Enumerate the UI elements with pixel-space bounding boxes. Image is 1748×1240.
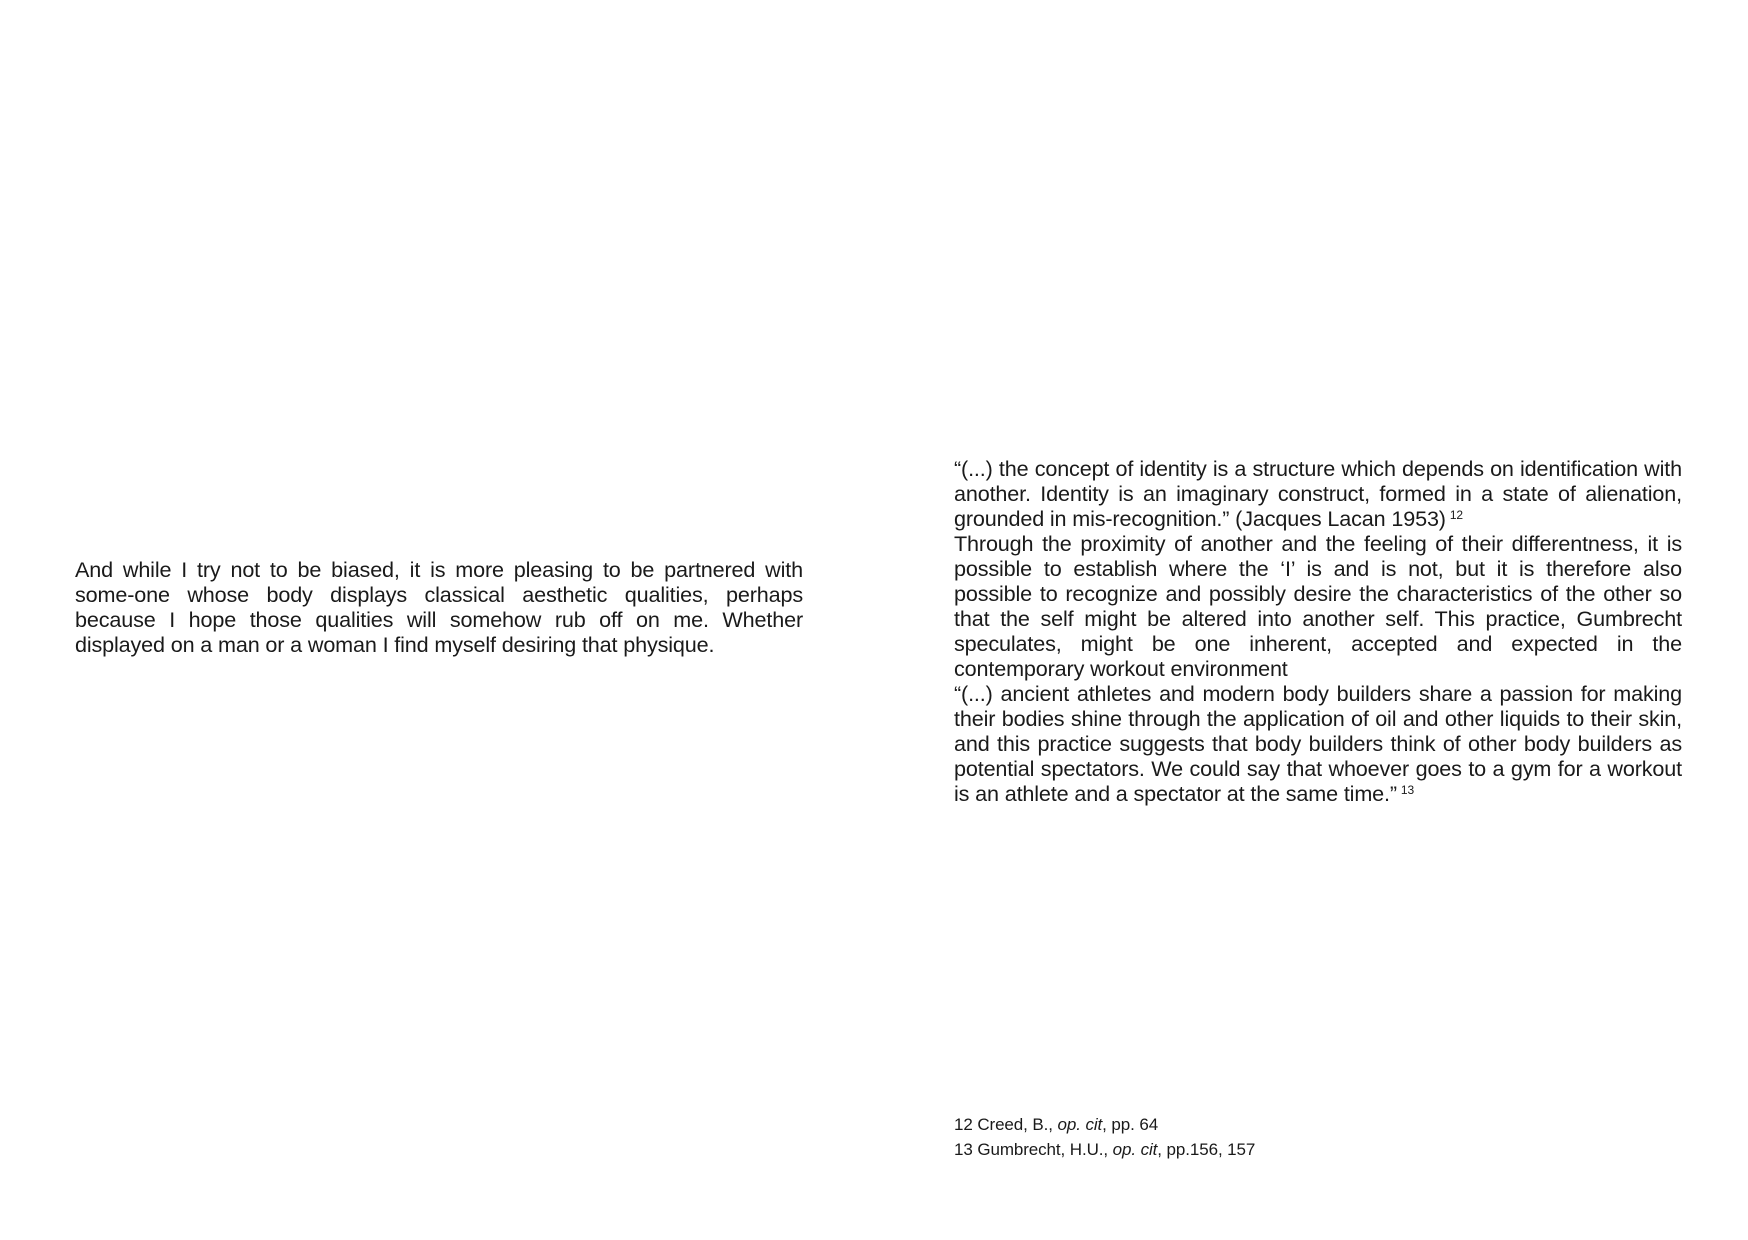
lacan-quote-text: “(...) the concept of identity is a structure which depends on identification with another. Identity is an imaginary construct, formed in a state of alienation, grounded in mis-recognition.” (Jacques Lacan 1953): [954, 456, 1682, 531]
footnotes: [954, 1112, 1682, 1162]
lacan-quote: [954, 456, 1682, 531]
footnote-pages: , pp.156, 157: [1157, 1140, 1256, 1159]
footnote-author: Creed, B.,: [977, 1115, 1053, 1134]
right-page: [874, 0, 1748, 1240]
footnote-italic: op. cit: [1112, 1140, 1158, 1159]
body-paragraph: Through the proximity of another and the feeling of their differentness, it is possible to establish where the ‘I’ is and is not, but it is therefore also possible to recognize and possibly desire the characteristics of the other so that the self might be altered into another self. This practice, Gumbrecht speculates, might be one inherent, accepted and expected in the contemporary workout environment: [954, 531, 1682, 681]
footnote-12: [954, 1112, 1682, 1137]
right-text-block: [954, 456, 1682, 806]
footnote-number: 12: [954, 1115, 973, 1134]
footnote-ref-12: 12: [1449, 508, 1463, 522]
footnote-ref-13: 13: [1400, 783, 1414, 797]
left-body-paragraph: And while I try not to be biased, it is more pleasing to be partnered with some-one whose body displays classical aesthetic qualities, perhaps because I hope those qualities will somehow rub off on me. Whether displayed on a man or a woman I find myself desiring that physique.: [75, 557, 803, 657]
footnote-italic: op. cit: [1057, 1115, 1103, 1134]
gumbrecht-quote: [954, 681, 1682, 806]
footnote-number: 13: [954, 1140, 973, 1159]
footnote-author: Gumbrecht, H.U.,: [977, 1140, 1109, 1159]
gumbrecht-quote-text: “(...) ancient athletes and modern body builders share a passion for making their bodies shine through the application of oil and other liquids to their skin, and this practice suggests that body builders think of other body builders as potential spectators. We could say that whoever goes to a gym for a workout is an athlete and a spectator at the same time.”: [954, 681, 1682, 806]
footnote-13: [954, 1137, 1682, 1162]
footnote-pages: , pp. 64: [1102, 1115, 1159, 1134]
